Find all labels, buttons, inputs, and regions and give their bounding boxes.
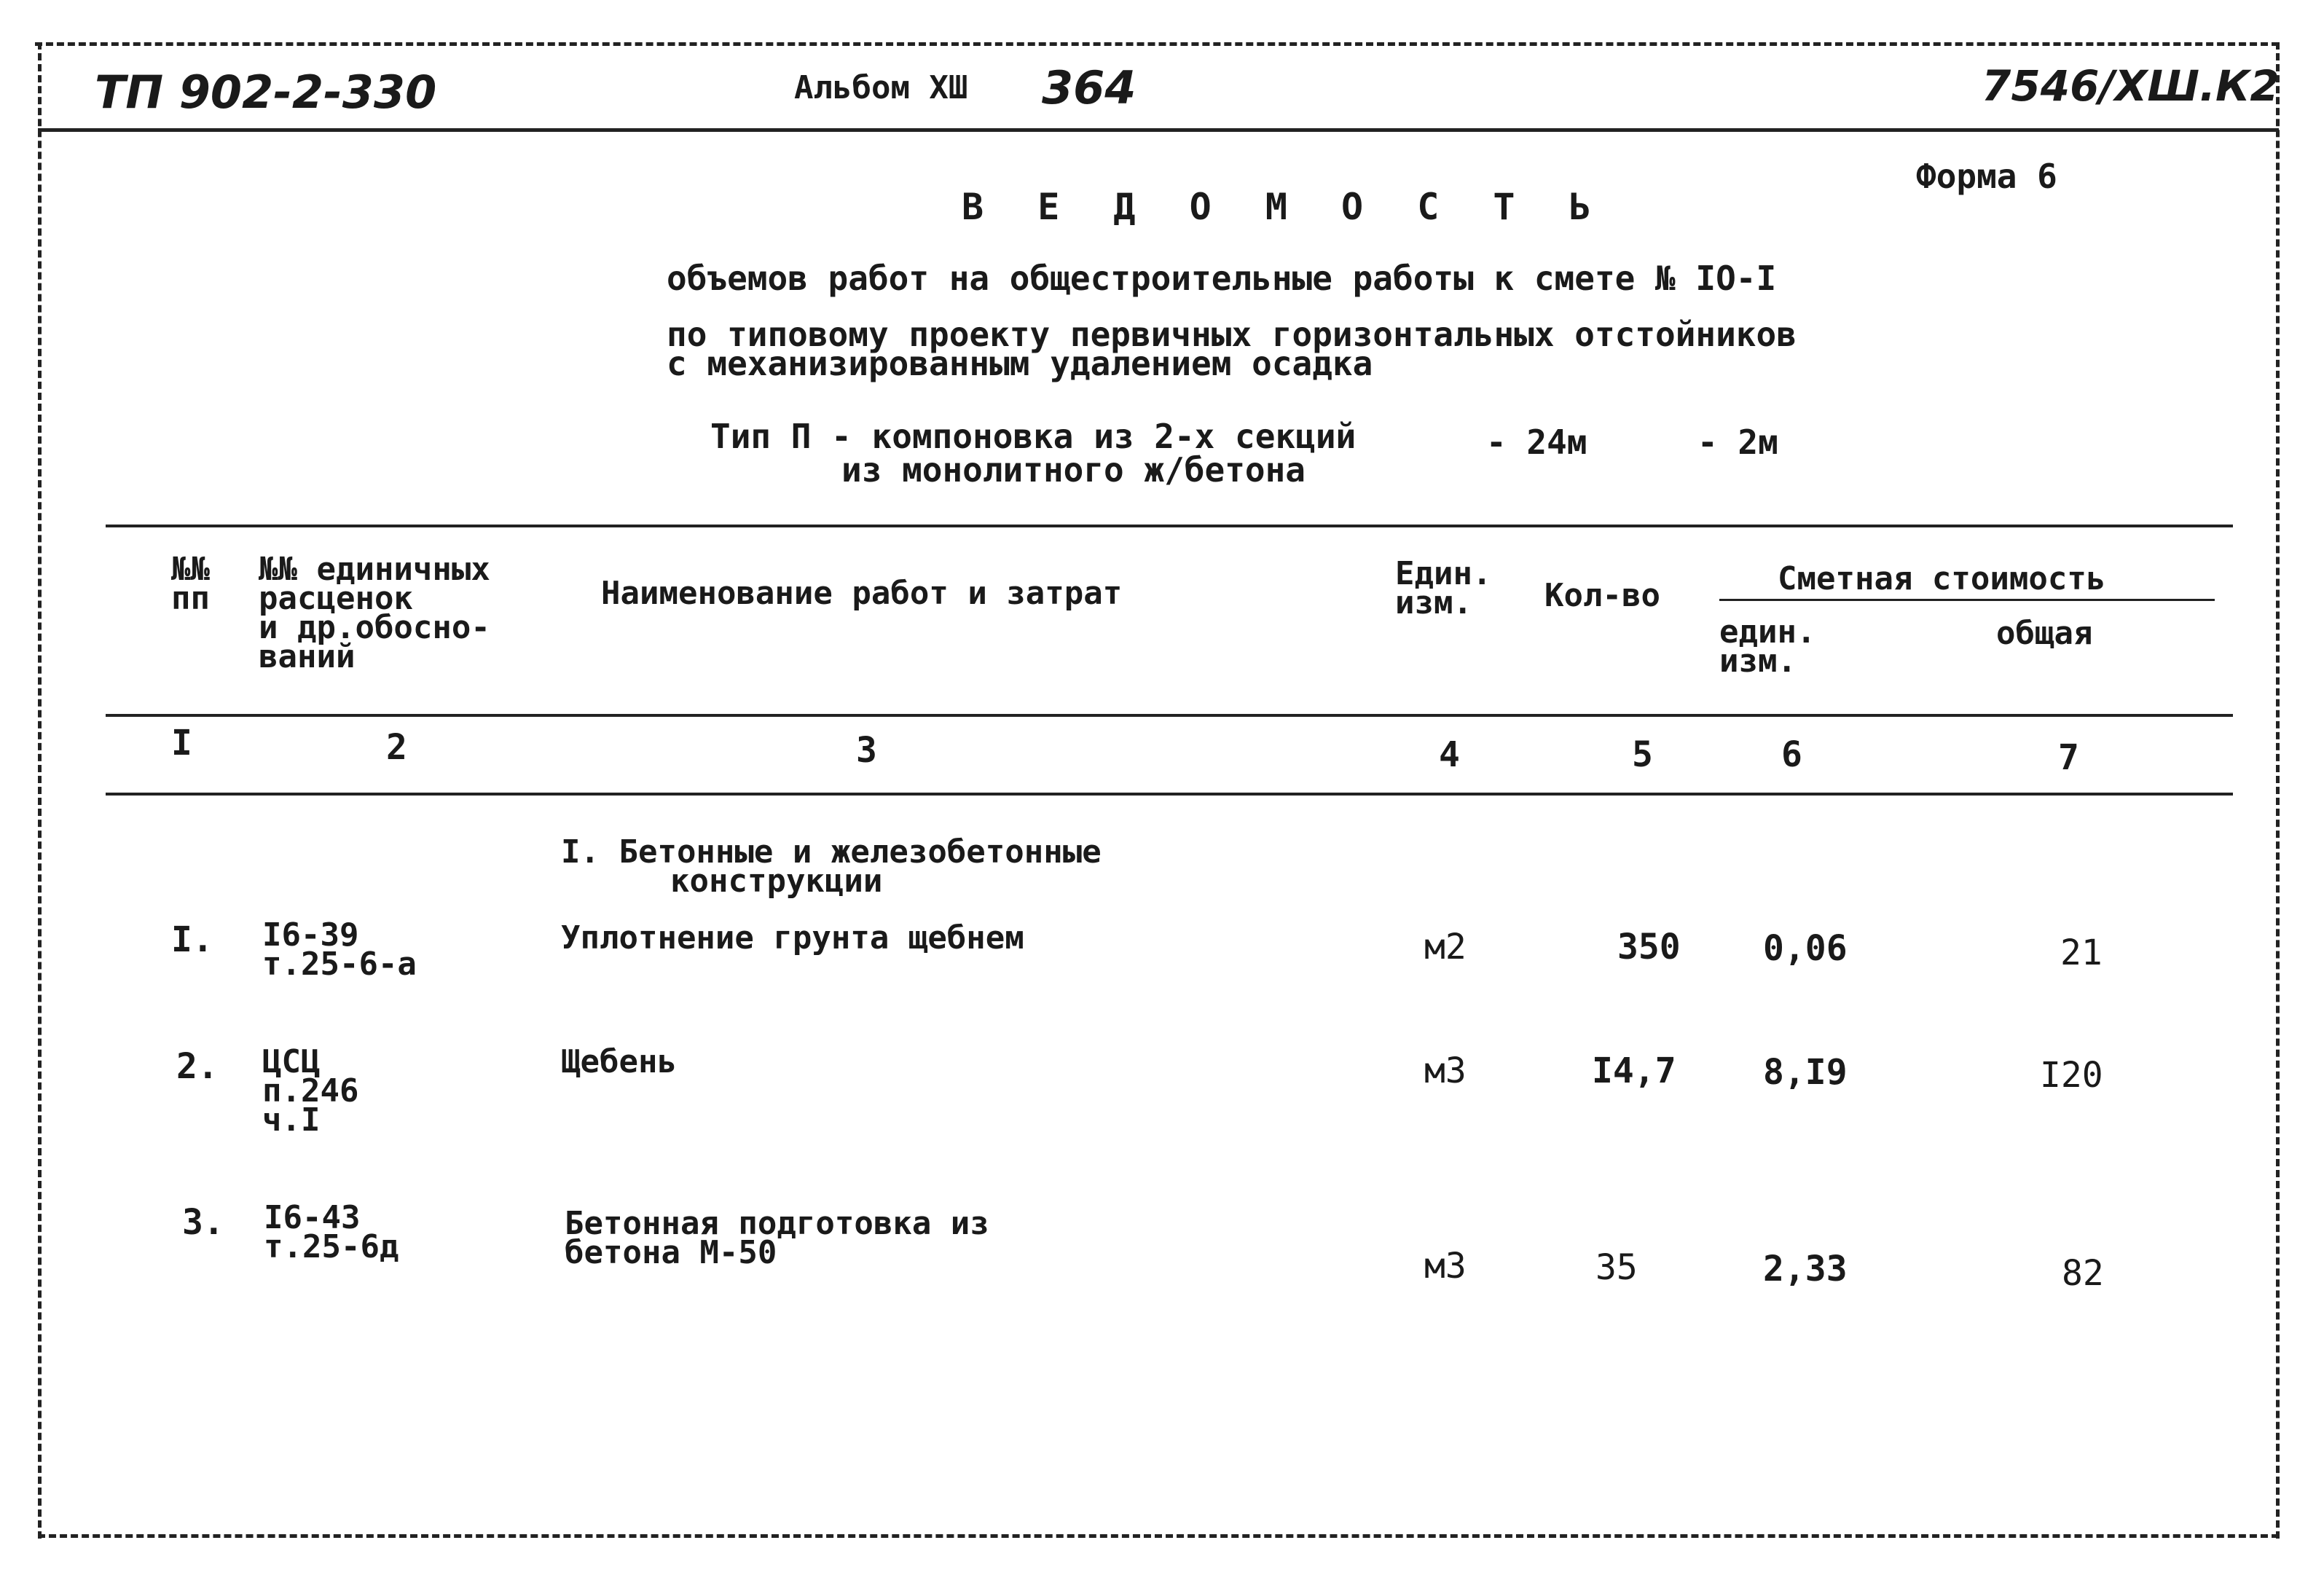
col-number-1: I (171, 723, 192, 763)
row-price: 0,06 (1763, 928, 1848, 969)
type-line: Тип П - компоновка из 2-х секций (710, 417, 1357, 456)
row-code: I6-43 т.25-6д (264, 1199, 399, 1265)
row-no: 3. (182, 1202, 224, 1243)
col-header-unit: Един. изм. (1395, 555, 1492, 621)
header-divider (38, 128, 2279, 132)
col-number-3: 3 (856, 730, 877, 771)
row-name: Бетонная подготовка из бетона М-50 (565, 1205, 989, 1271)
row-total: 21 (2060, 932, 2103, 973)
subtitle-line-2: по типовому проекту первичных горизонтальных отстойников (667, 315, 1797, 354)
col-header-cost-total: общая (1996, 615, 2093, 652)
col-header-qty: Кол-во (1544, 577, 1660, 614)
row-name: Щебень (561, 1043, 677, 1080)
row-no: I. (171, 919, 213, 960)
table-top-rule (106, 525, 2233, 527)
type-dimension-2: - 2м (1697, 423, 1778, 462)
album-page: 364 (1042, 61, 1137, 114)
section-title: I. Бетонные и железобетонные конструкции (561, 833, 1102, 900)
subtitle-line-3: с механизированным удалением осадка (667, 344, 1373, 383)
col-number-2: 2 (386, 727, 407, 768)
col-number-4: 4 (1439, 734, 1460, 775)
row-unit: м3 (1424, 1050, 1467, 1091)
row-total: 82 (2062, 1253, 2104, 1294)
registry-number: 7546/ХШ.К2 (1982, 61, 2280, 111)
col-header-cost-group: Сметная стоимость (1778, 560, 2106, 597)
col-header-no: №№ пп (171, 551, 210, 617)
column-numbers-rule (106, 793, 2233, 796)
project-code: ТП 902-2-330 (95, 66, 437, 119)
row-total: I20 (2040, 1055, 2103, 1096)
type-dimension-1: - 24м (1486, 423, 1587, 462)
subtitle-line-1: объемов работ на общестроительные работы к смете № IO-I (667, 259, 1777, 298)
row-name: Уплотнение грунта щебнем (561, 919, 1024, 957)
frame-top-border (35, 42, 2279, 46)
col-number-7: 7 (2058, 737, 2079, 778)
col-header-cost-unit: един. изм. (1719, 613, 1816, 680)
cost-group-rule (1719, 599, 2215, 601)
form-label: Форма 6 (1916, 157, 2057, 196)
col-header-name: Наименование работ и затрат (601, 575, 1123, 612)
row-code: ЦСЦ п.246 ч.I (262, 1043, 359, 1139)
frame-right-border (2276, 42, 2280, 1539)
row-unit: м3 (1424, 1246, 1467, 1287)
row-code: I6-39 т.25-6-а (262, 916, 417, 983)
row-qty: I4,7 (1592, 1050, 1676, 1091)
frame-bottom-border (38, 1534, 2279, 1538)
col-header-code: №№ единичных расценок и др.обосно- ваний (259, 551, 490, 675)
row-qty: 35 (1595, 1247, 1638, 1288)
frame-left-border (38, 42, 42, 1539)
col-number-5: 5 (1632, 734, 1653, 775)
table-header-rule (106, 714, 2233, 717)
row-qty: 350 (1617, 927, 1681, 967)
type-line-2: из монолитного ж/бетона (841, 450, 1306, 490)
row-price: 8,I9 (1763, 1052, 1848, 1093)
album-label: Альбом XШ (794, 69, 968, 106)
row-unit: м2 (1424, 927, 1467, 967)
row-no: 2. (176, 1046, 219, 1087)
row-price: 2,33 (1763, 1249, 1848, 1289)
col-number-6: 6 (1781, 734, 1802, 775)
document-title: В Е Д О М О С Т Ь (962, 186, 1607, 228)
